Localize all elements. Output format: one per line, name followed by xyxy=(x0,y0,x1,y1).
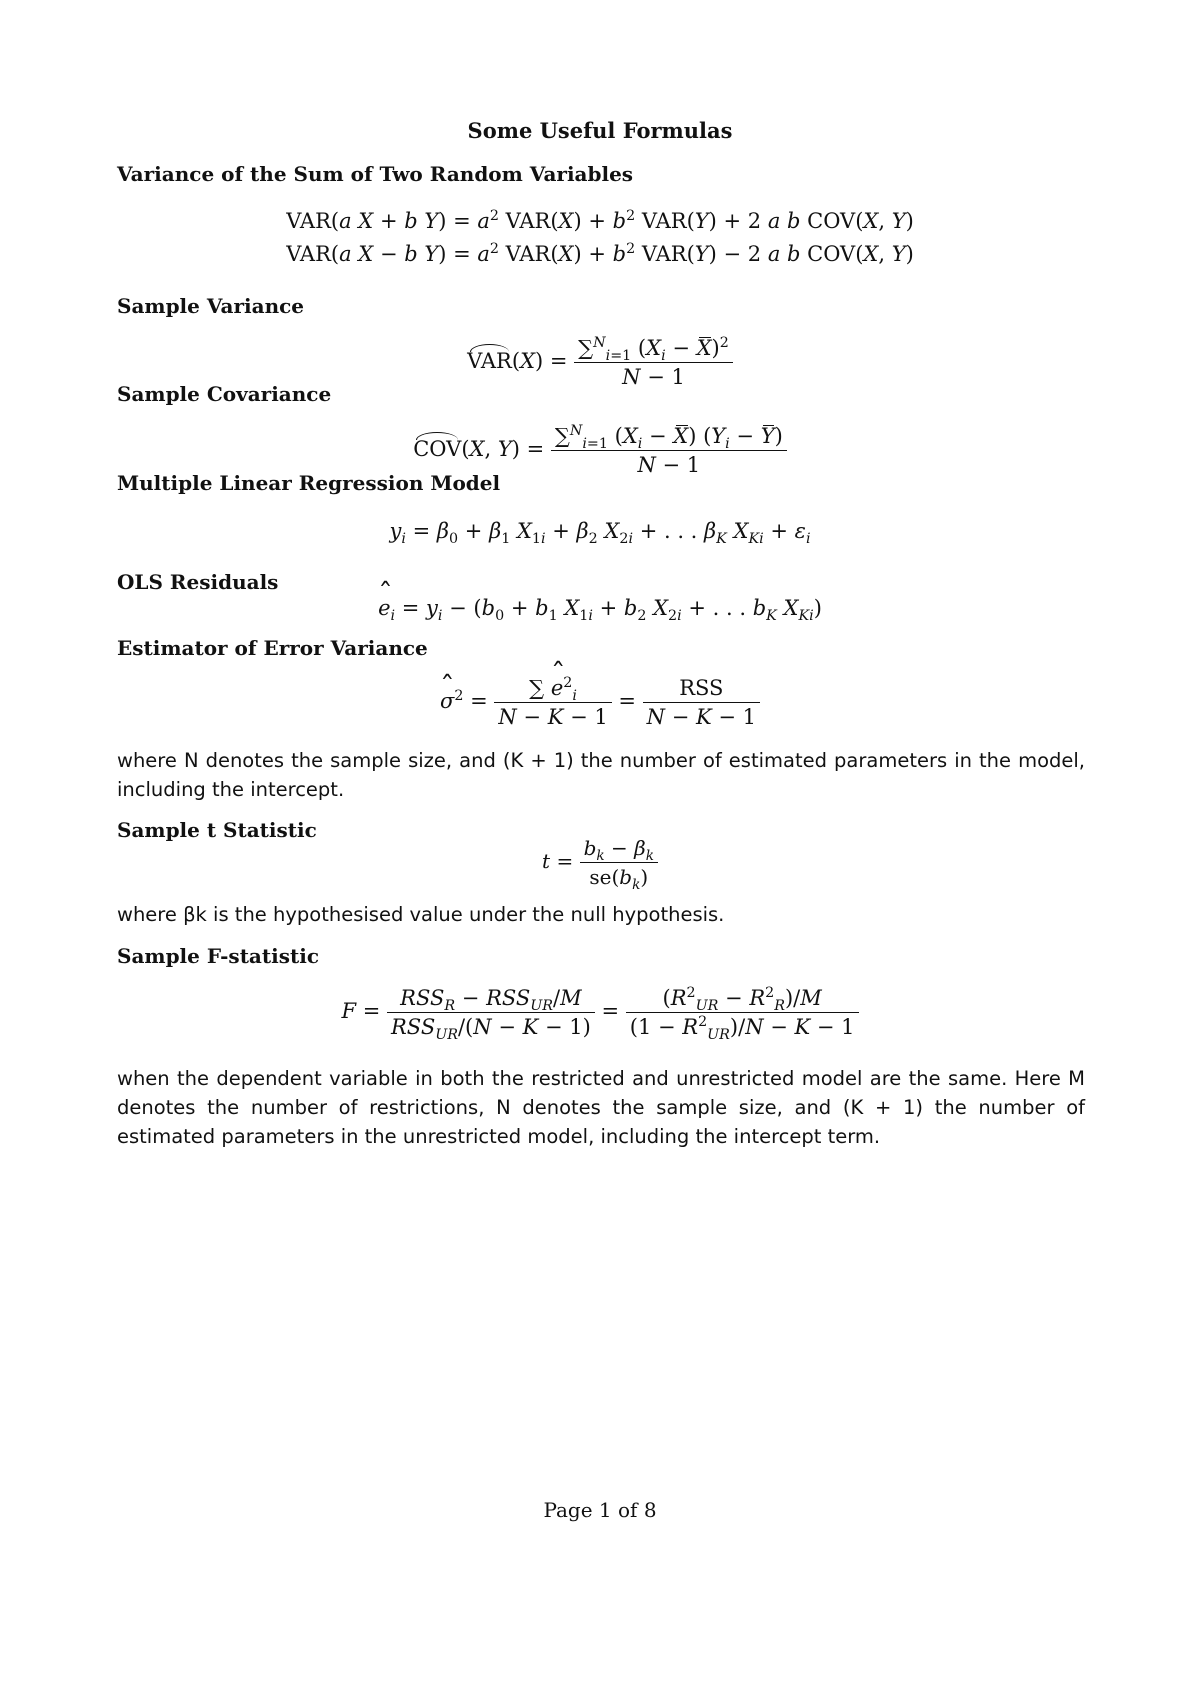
formula-ols-residuals: ˆ $e_i = y_i - (b_0 + b_1$ $X_{1i} + b_2$ $X_{2i}$ + . . . $b_K$ $X_{Ki}$) xyxy=(0,596,1200,620)
note-f-statistic: when the dependent variable in both the restricted and unrestricted model are the same. Here M denotes the number of restrictions, N denotes the sample size, and (K + 1) the number of estimated parameters in the unrestricted model, including the intercept term. xyxy=(117,1067,1085,1148)
formula-sample-covariance: COV(X, Y) = $\frac{\sum^N_{i=1} (X_i - X) (Y_i - Y)}{N - 1}$ xyxy=(0,424,1200,477)
heading-t-statistic: Sample t Statistic xyxy=(117,818,317,842)
heading-error-variance: Estimator of Error Variance xyxy=(117,636,428,660)
page-title: Some Useful Formulas xyxy=(467,118,733,143)
note-error-variance: where N denotes the sample size, and (K + 1) the number of estimated parameters in the model, including the intercept. xyxy=(117,749,1085,801)
heading-sample-covariance: Sample Covariance xyxy=(117,382,332,406)
heading-variance-sum: Variance of the Sum of Two Random Variables xyxy=(117,162,634,186)
formula-variance-sum: VAR(a X + b $Y) = a^2$ $VAR(X) + b^2$ VAR(Y) + 2 a b COV(X, Y) xyxy=(286,208,914,233)
formula-variance-difference: VAR(a X − b $Y) = a^2$ $VAR(X) + b^2$ VAR(Y) − 2 a b COV(X, Y) xyxy=(286,241,914,266)
formula-error-variance: ˆ $\sigma^2$ = $\frac{\sum ˆ e^2_i}{N - K - 1}$ = $\frac{\text{RSS}}{N - K - 1}$ xyxy=(0,676,1200,729)
heading-regression-model: Multiple Linear Regression Model xyxy=(117,471,501,495)
formula-t-statistic: t = $\frac{b_k - \beta_k}{se(b_k)}$ xyxy=(0,836,1200,889)
note-t-statistic: where βk is the hypothesised value under the null hypothesis. xyxy=(117,903,725,926)
heading-f-statistic: Sample F-statistic xyxy=(117,944,320,968)
formula-regression-model: $y_i = \beta_0 + \beta_1$ $X_{1i} + \beta_2$ $X_{2i}$ + . . . $\beta_K$ $X_{Ki} + \varepsilon_i$ xyxy=(389,519,811,548)
formula-sample-variance: VAR(X) = $\frac{\sum^N_{i=1} (X_i - X)^2}{N - 1}$ xyxy=(0,336,1200,389)
heading-sample-variance: Sample Variance xyxy=(117,294,305,318)
page-number: Page 1 of 8 xyxy=(543,1498,657,1522)
formula-f-statistic: F = $\frac{RSS_R - RSS_{UR}/M}{RSS_{UR}/(N - K - 1)}$ = $\frac{(R^2_{UR} - R^2_R)/M}{(1 - R^2_{UR})/N - K - 1}$ xyxy=(0,986,1200,1039)
heading-ols-residuals: OLS Residuals xyxy=(117,570,279,594)
